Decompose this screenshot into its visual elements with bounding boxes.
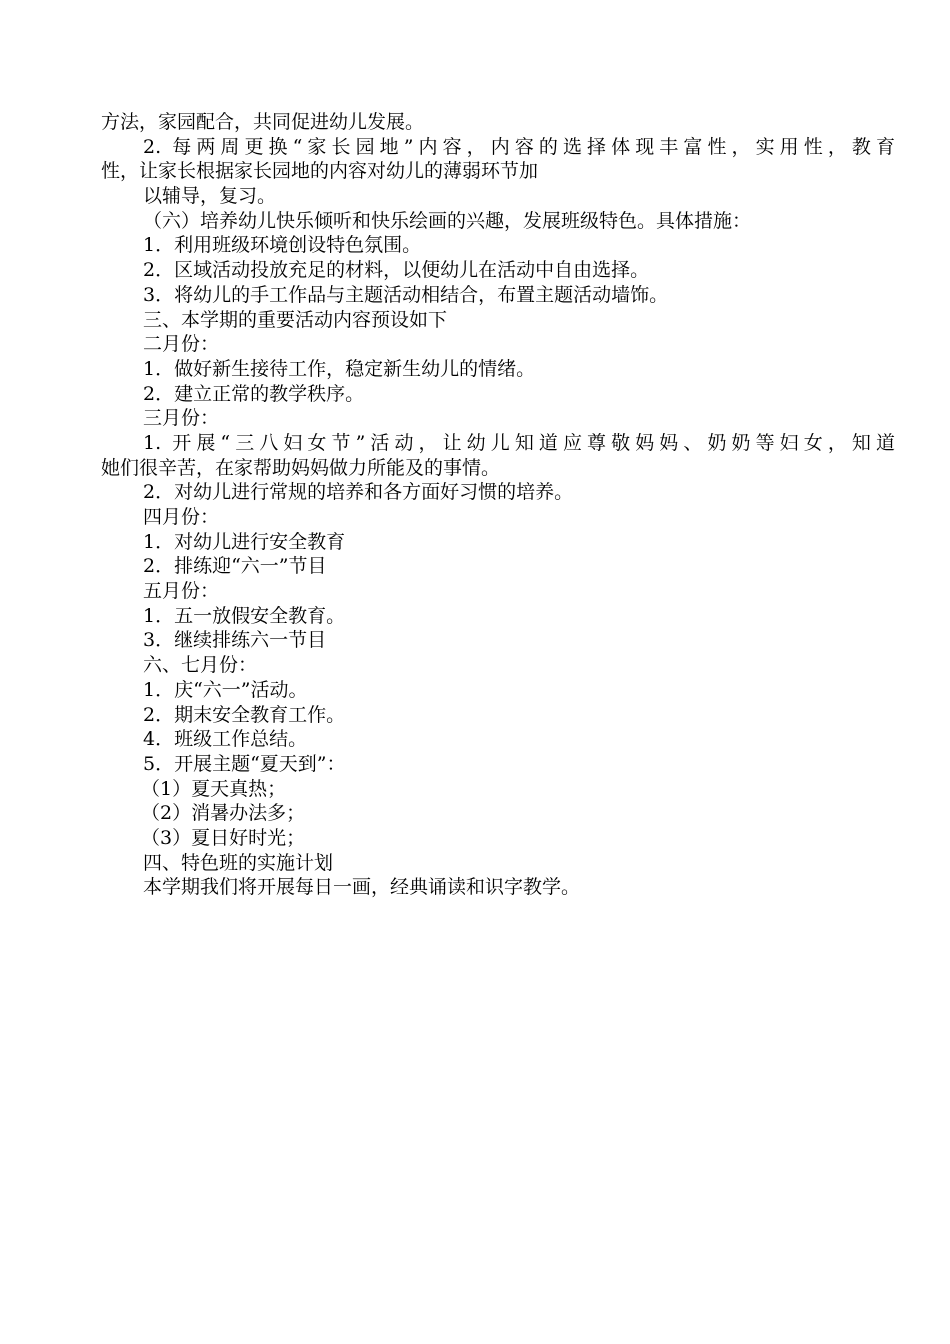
paragraph-line: 四月份： bbox=[143, 506, 220, 528]
paragraph-line: 1．对幼儿进行安全教育 bbox=[143, 530, 346, 553]
paragraph-line: 2．建立正常的教学秩序。 bbox=[143, 382, 365, 405]
paragraph-line: （3）夏日好时光； bbox=[141, 826, 306, 849]
paragraph-line: （1）夏天真热； bbox=[141, 777, 287, 800]
paragraph-line: 2．排练迎“六一”节目 bbox=[143, 555, 327, 578]
paragraph-line: 方法，家园配合，共同促进幼儿发展。 bbox=[101, 111, 425, 133]
paragraph-line: 2. 每两周更换“家长园地”内容，内容的选择体现丰富性，实用性，教育 bbox=[143, 135, 895, 158]
paragraph-line: 3．继续排练六一节目 bbox=[143, 629, 327, 652]
paragraph-line: （2）消暑办法多； bbox=[141, 802, 306, 825]
paragraph-line: 5．开展主题“夏天到”： bbox=[143, 752, 346, 775]
paragraph-line: 2．区域活动投放充足的材料，以便幼儿在活动中自由选择。 bbox=[143, 259, 650, 282]
paragraph-line: 六、七月份： bbox=[143, 654, 258, 677]
paragraph-line: 三月份： bbox=[143, 407, 220, 430]
paragraph-line: 1．做好新生接待工作，稳定新生幼儿的情绪。 bbox=[143, 357, 536, 380]
paragraph-line: 四、特色班的实施计划 bbox=[143, 851, 334, 874]
paragraph-line: 以辅导，复习。 bbox=[143, 185, 277, 208]
paragraph-line: 1．五一放假安全教育。 bbox=[143, 604, 346, 627]
paragraph-line: 2．期末安全教育工作。 bbox=[143, 703, 346, 726]
paragraph-line: 1. 开展“三八妇女节”活动，让幼儿知道应尊敬妈妈、奶奶等妇女，知道 bbox=[143, 431, 895, 454]
paragraph-line: 三、本学期的重要活动内容预设如下 bbox=[143, 308, 448, 331]
paragraph-line: 3．将幼儿的手工作品与主题活动相结合，布置主题活动墙饰。 bbox=[143, 283, 669, 306]
paragraph-line: 1．庆“六一”活动。 bbox=[143, 678, 308, 701]
document-body bbox=[101, 110, 895, 900]
paragraph-line: 五月份： bbox=[143, 580, 220, 603]
paragraph-line: 性，让家长根据家长园地的内容对幼儿的薄弱环节加 bbox=[101, 160, 539, 183]
paragraph-line: 她们很辛苦，在家帮助妈妈做力所能及的事情。 bbox=[101, 456, 501, 479]
paragraph-line: （六）培养幼儿快乐倾听和快乐绘画的兴趣，发展班级特色。具体措施： bbox=[143, 209, 752, 232]
paragraph-line: 本学期我们将开展每日一画，经典诵读和识字教学。 bbox=[143, 876, 581, 899]
paragraph-line: 二月份： bbox=[143, 333, 220, 356]
paragraph-line: 1．利用班级环境创设特色氛围。 bbox=[143, 234, 422, 257]
paragraph-line: 4．班级工作总结。 bbox=[143, 728, 308, 751]
paragraph-line: 2．对幼儿进行常规的培养和各方面好习惯的培养。 bbox=[143, 481, 574, 504]
